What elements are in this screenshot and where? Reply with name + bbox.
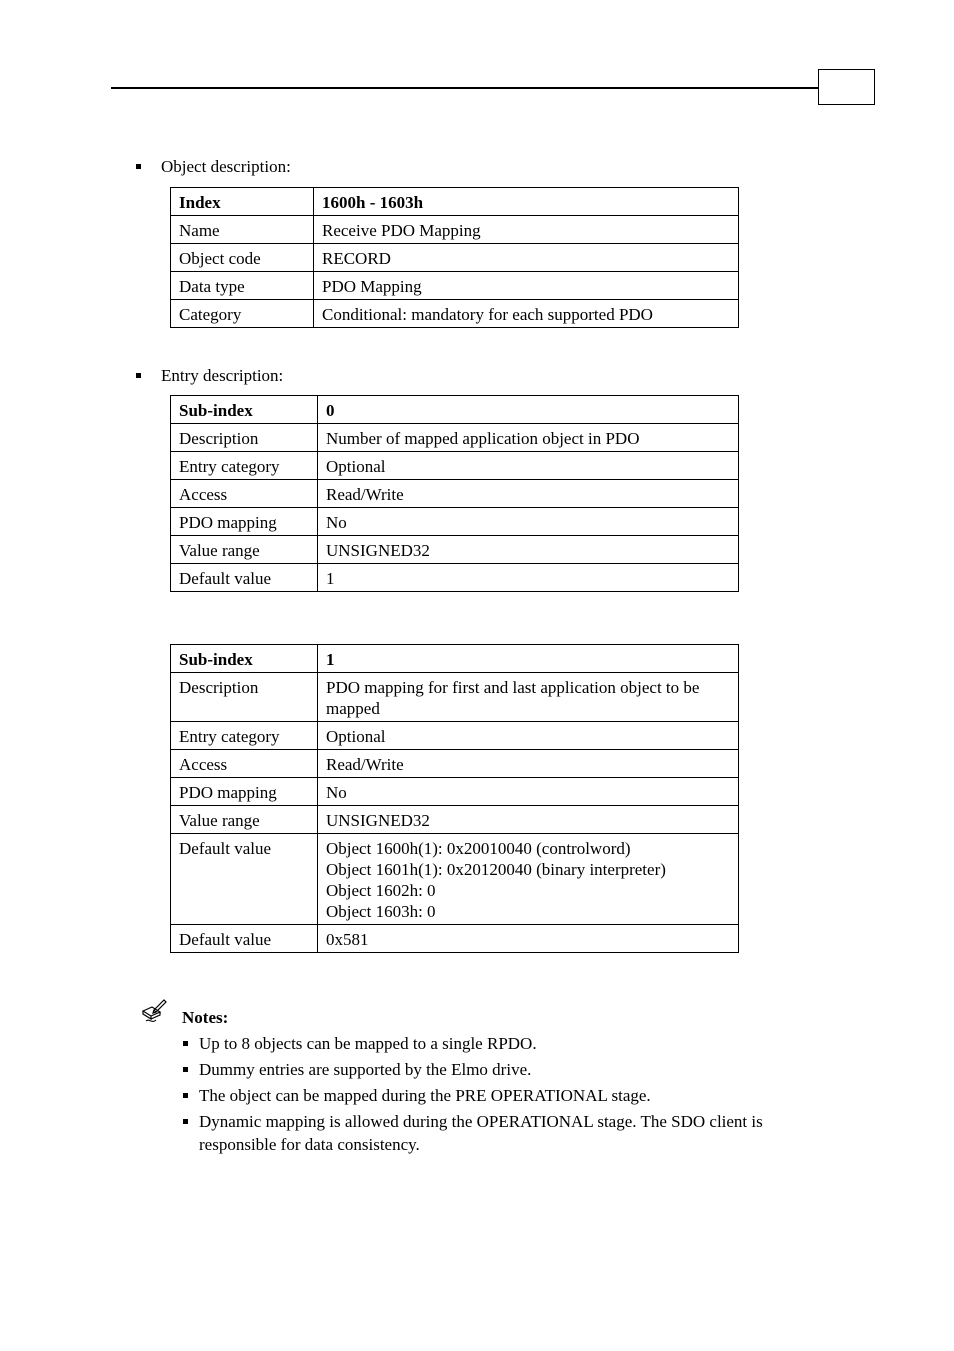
default-value-line: Object 1601h(1): 0x20120040 (binary interpreter) xyxy=(326,860,666,879)
entry-table-subindex-0 xyxy=(170,395,739,592)
header-rule xyxy=(111,87,819,89)
table-row xyxy=(171,508,739,536)
table-cell: Number of mapped application object in PDO xyxy=(318,424,739,452)
table-row xyxy=(171,673,739,722)
table-cell: Name xyxy=(171,216,314,244)
table-cell: Read/Write xyxy=(318,480,739,508)
table-cell: 1 xyxy=(318,564,739,592)
default-value-line: Object 1603h: 0 xyxy=(326,902,436,921)
object-description-table xyxy=(170,187,739,328)
table-cell: Description xyxy=(171,424,318,452)
notes-list xyxy=(182,1032,822,1159)
table-cell: Read/Write xyxy=(318,750,739,778)
table-row xyxy=(171,272,739,300)
entry-table-subindex-1 xyxy=(170,644,739,953)
list-item: Dummy entries are supported by the Elmo drive. xyxy=(182,1058,822,1081)
table-row xyxy=(171,722,739,750)
list-item: Dynamic mapping is allowed during the OPERATIONAL stage. The SDO client is responsible for data consistency. xyxy=(182,1110,822,1156)
table-cell: Description xyxy=(171,673,318,722)
table-cell xyxy=(318,834,739,925)
table-cell: Index xyxy=(171,188,314,216)
table-row xyxy=(171,564,739,592)
table-row xyxy=(171,750,739,778)
table-cell: Object code xyxy=(171,244,314,272)
note-pen-icon xyxy=(140,998,168,1026)
table-cell: Default value xyxy=(171,564,318,592)
table-cell: Default value xyxy=(171,925,318,953)
table-cell: No xyxy=(318,778,739,806)
table-row xyxy=(171,396,739,424)
table-row xyxy=(171,806,739,834)
table-cell: Access xyxy=(171,750,318,778)
entry-description-heading: Entry description: xyxy=(136,366,283,386)
table-cell: PDO mapping xyxy=(171,778,318,806)
table-cell: 0 xyxy=(318,396,739,424)
table-cell: PDO mapping for first and last application object to be mapped xyxy=(318,673,739,722)
table-cell: Value range xyxy=(171,806,318,834)
table-cell: Optional xyxy=(318,722,739,750)
table-cell: Optional xyxy=(318,452,739,480)
page-number-box xyxy=(818,69,875,105)
table-cell: 0x581 xyxy=(318,925,739,953)
table-row xyxy=(171,778,739,806)
table-cell: 1600h - 1603h xyxy=(314,188,739,216)
table-cell: No xyxy=(318,508,739,536)
notes-title: Notes: xyxy=(182,1008,229,1027)
table-cell: Receive PDO Mapping xyxy=(314,216,739,244)
table-row xyxy=(171,834,739,925)
bullet-icon xyxy=(136,373,141,378)
table-cell: UNSIGNED32 xyxy=(318,536,739,564)
table-cell: PDO mapping xyxy=(171,508,318,536)
table-cell: Entry category xyxy=(171,452,318,480)
table-cell: UNSIGNED32 xyxy=(318,806,739,834)
table-row xyxy=(171,300,739,328)
table-cell: Entry category xyxy=(171,722,318,750)
bullet-icon xyxy=(136,164,141,169)
table-cell: PDO Mapping xyxy=(314,272,739,300)
table-cell: Access xyxy=(171,480,318,508)
table-cell: Conditional: mandatory for each supported PDO xyxy=(314,300,739,328)
table-cell: Sub-index xyxy=(171,396,318,424)
table-row xyxy=(171,244,739,272)
table-row xyxy=(171,536,739,564)
table-row xyxy=(171,925,739,953)
table-cell: Default value xyxy=(171,834,318,925)
list-item: The object can be mapped during the PRE OPERATIONAL stage. xyxy=(182,1084,822,1107)
table-cell: RECORD xyxy=(314,244,739,272)
object-description-heading: Object description: xyxy=(136,157,291,177)
table-cell: Sub-index xyxy=(171,645,318,673)
table-row xyxy=(171,480,739,508)
table-cell: 1 xyxy=(318,645,739,673)
table-row xyxy=(171,452,739,480)
table-row xyxy=(171,645,739,673)
default-value-line: Object 1602h: 0 xyxy=(326,881,436,900)
table-cell: Data type xyxy=(171,272,314,300)
table-row xyxy=(171,424,739,452)
table-cell: Value range xyxy=(171,536,318,564)
table-row xyxy=(171,216,739,244)
table-cell: Category xyxy=(171,300,314,328)
table-row xyxy=(171,188,739,216)
list-item: Up to 8 objects can be mapped to a single RPDO. xyxy=(182,1032,822,1055)
default-value-line: Object 1600h(1): 0x20010040 (controlword) xyxy=(326,839,631,858)
